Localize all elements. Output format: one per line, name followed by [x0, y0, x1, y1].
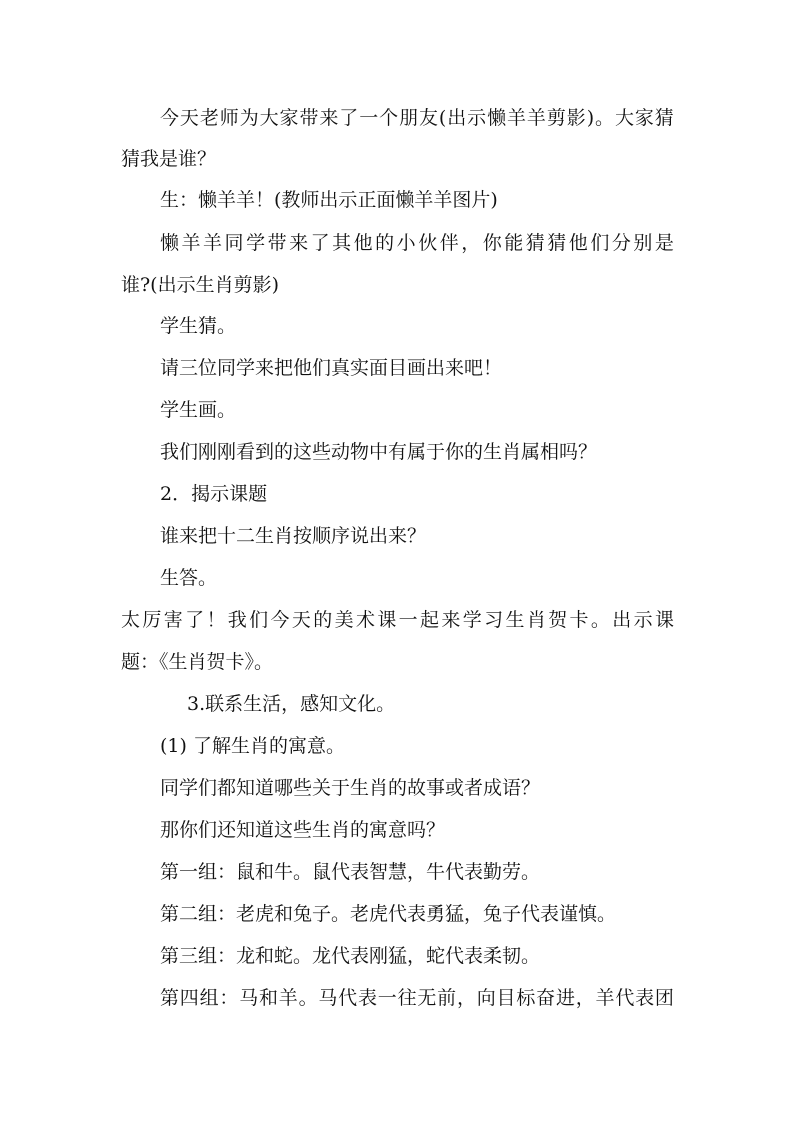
paragraph-line	[121, 608, 674, 632]
glyph: 带	[299, 107, 319, 129]
glyph: 羊	[595, 987, 615, 1009]
glyph: 第	[160, 987, 180, 1009]
paragraph-line: 学生猜。	[160, 315, 237, 337]
glyph: 代	[338, 987, 358, 1009]
paragraph-line: 那你们还知道这些生肖的寓意吗？	[160, 819, 446, 841]
glyph: 友	[418, 107, 438, 129]
glyph: 卡	[569, 609, 589, 631]
paragraph-line: 谁来把十二生肖按顺序说出来？	[160, 525, 427, 547]
glyph: 向	[476, 987, 496, 1009]
glyph: 伴	[439, 232, 459, 254]
glyph: ，	[461, 232, 481, 254]
glyph: 羊	[526, 107, 546, 129]
glyph: 往	[397, 987, 417, 1009]
glyph: 今	[160, 107, 180, 129]
glyph: 猜	[547, 232, 567, 254]
glyph: 目	[496, 987, 516, 1009]
paragraph-line: 生答。	[160, 567, 218, 589]
glyph: 老	[199, 107, 219, 129]
paragraph-line: 生：懒羊羊！(教师出示正面懒羊羊图片)	[160, 189, 498, 211]
glyph: 代	[615, 987, 635, 1009]
paragraph-line	[160, 986, 674, 1010]
glyph: 厉	[142, 609, 162, 631]
glyph: 剪	[546, 107, 566, 129]
glyph: 的	[375, 232, 395, 254]
glyph: 羊	[507, 107, 527, 129]
glyph: 示	[633, 609, 653, 631]
paragraph-line: 我们刚刚看到的这些动物中有属于你的生肖属相吗？	[160, 441, 598, 463]
glyph: 能	[504, 232, 524, 254]
glyph: 他	[568, 232, 588, 254]
glyph: 。	[298, 987, 318, 1009]
glyph: 马	[318, 987, 338, 1009]
glyph: 来	[441, 609, 461, 631]
glyph: ，	[575, 987, 595, 1009]
glyph: 猜	[525, 232, 545, 254]
glyph: 影	[566, 107, 586, 129]
glyph: 同	[224, 232, 244, 254]
glyph: 的	[313, 609, 333, 631]
glyph: 前	[437, 987, 457, 1009]
glyph: 其	[332, 232, 352, 254]
glyph: 伙	[418, 232, 438, 254]
paragraph-line: 谁?(出示生肖剪影)	[121, 274, 280, 296]
glyph: 无	[417, 987, 437, 1009]
glyph: 带	[267, 232, 287, 254]
glyph: 出	[447, 107, 467, 129]
paragraph-line	[160, 106, 674, 130]
glyph: 别	[633, 232, 653, 254]
glyph: ！	[206, 609, 226, 631]
glyph: 起	[420, 609, 440, 631]
glyph: 天	[291, 609, 311, 631]
paragraph-line: 请三位同学来把他们真实面目画出来吧！	[160, 357, 503, 379]
glyph: 家	[279, 107, 299, 129]
glyph: 习	[484, 609, 504, 631]
glyph: 示	[467, 107, 487, 129]
glyph: 奋	[536, 987, 556, 1009]
glyph: 今	[270, 609, 290, 631]
glyph: 进	[555, 987, 575, 1009]
glyph: 家	[634, 107, 654, 129]
glyph: 肖	[526, 609, 546, 631]
glyph: 大	[614, 107, 634, 129]
glyph: 和	[258, 987, 278, 1009]
glyph: 表	[357, 987, 377, 1009]
glyph: 太	[121, 609, 141, 631]
glyph: 大	[259, 107, 279, 129]
paragraph-line: 第一组：鼠和牛。鼠代表智慧，牛代表勤劳。	[160, 861, 541, 883]
glyph: 美	[334, 609, 354, 631]
glyph: )	[586, 107, 595, 129]
glyph: (	[438, 107, 447, 129]
subsection-heading: (1) 了解生肖的寓意。	[160, 735, 345, 757]
glyph: 了	[310, 232, 330, 254]
glyph: 们	[590, 232, 610, 254]
glyph: 猜	[654, 107, 674, 129]
section-heading: 2．揭示课题	[160, 483, 268, 505]
glyph: 术	[355, 609, 375, 631]
paragraph-line: 题：《生肖贺卡》。	[121, 651, 274, 673]
paragraph-line: 第三组：龙和蛇。龙代表刚猛，蛇代表柔韧。	[160, 945, 541, 967]
glyph: 表	[635, 987, 655, 1009]
glyph: 一	[359, 107, 379, 129]
glyph: 标	[516, 987, 536, 1009]
glyph: 你	[482, 232, 502, 254]
glyph: 学	[462, 609, 482, 631]
glyph: 一	[377, 987, 397, 1009]
glyph: 马	[239, 987, 259, 1009]
paragraph-line: 猜我是谁？	[121, 148, 217, 170]
paragraph-line: 学生画。	[160, 399, 237, 421]
glyph: 他	[353, 232, 373, 254]
glyph: 团	[654, 987, 674, 1009]
glyph: 学	[246, 232, 266, 254]
glyph: 贺	[548, 609, 568, 631]
glyph: 四	[179, 987, 199, 1009]
glyph: 懒	[487, 107, 507, 129]
glyph: 。	[590, 609, 610, 631]
paragraph-line	[160, 231, 674, 255]
glyph: 害	[163, 609, 183, 631]
glyph: 羊	[181, 232, 201, 254]
glyph: 朋	[399, 107, 419, 129]
glyph: 是	[654, 232, 674, 254]
paragraph-line: 第二组：老虎和兔子。老虎代表勇猛，兔子代表谨慎。	[160, 903, 617, 925]
glyph: 羊	[278, 987, 298, 1009]
glyph: ：	[219, 987, 239, 1009]
glyph: 们	[249, 609, 269, 631]
glyph: 课	[654, 609, 674, 631]
glyph: 天	[179, 107, 199, 129]
glyph: 分	[611, 232, 631, 254]
glyph: ，	[456, 987, 476, 1009]
glyph: 羊	[203, 232, 223, 254]
glyph: 课	[377, 609, 397, 631]
glyph: 懒	[160, 232, 180, 254]
glyph: 生	[505, 609, 525, 631]
section-heading: 3.联系生活，感知文化。	[187, 693, 396, 715]
paragraph-line: 同学们都知道哪些关于生肖的故事或者成语？	[160, 777, 541, 799]
glyph: 。	[595, 107, 615, 129]
glyph: 小	[396, 232, 416, 254]
glyph: 师	[219, 107, 239, 129]
glyph: 出	[612, 609, 632, 631]
glyph: 一	[398, 609, 418, 631]
glyph: 了	[185, 609, 205, 631]
glyph: 个	[379, 107, 399, 129]
glyph: 了	[339, 107, 359, 129]
glyph: 为	[239, 107, 259, 129]
glyph: 我	[227, 609, 247, 631]
glyph: 来	[289, 232, 309, 254]
glyph: 来	[319, 107, 339, 129]
glyph: 组	[199, 987, 219, 1009]
